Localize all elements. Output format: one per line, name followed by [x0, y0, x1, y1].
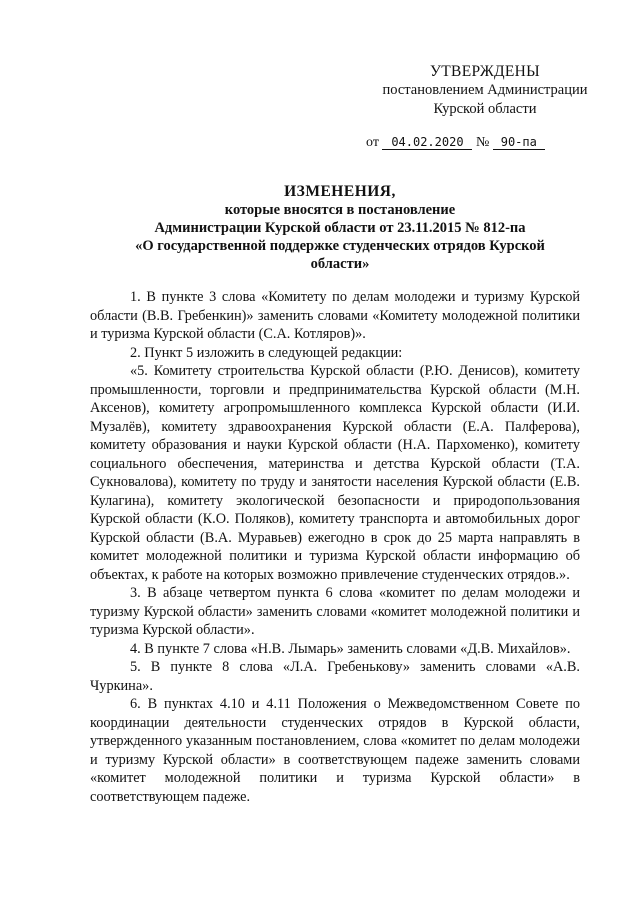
decree-date: 04.02.2020	[382, 135, 472, 150]
decree-number: 90-па	[493, 135, 545, 150]
paragraph-4: 3. В абзаце четвертом пункта 6 слова «комитет по делам молодежи и туризму Курской области» заменить словами «комитет молодежной политики и туризма Курской области».	[90, 585, 580, 638]
approval-block	[365, 62, 605, 119]
paragraph-1: 1. В пункте 3 слова «Комитету по делам молодежи и туризму Курской области (В.В. Гребенкин)» заменить словами «Комитету молодежной политики и туризма Курской области (С.А. Котляров)».	[90, 289, 580, 342]
decree-reference	[366, 135, 545, 151]
approval-line-1: постановлением Администрации	[382, 82, 588, 98]
title-line-3: «О государственной поддержке студенческих отрядов Курской	[135, 238, 545, 254]
document-body	[90, 288, 580, 806]
paragraph-5: 4. В пункте 7 слова «Н.В. Лымарь» заменить словами «Д.В. Михайлов».	[130, 640, 571, 657]
document-title	[90, 183, 590, 273]
number-label: №	[475, 135, 490, 150]
paragraph-2: 2. Пункт 5 изложить в следующей редакции:	[130, 344, 403, 361]
approval-line-2: Курской области	[433, 101, 537, 117]
title-line-4: области»	[310, 256, 370, 272]
title-line-1: которые вносятся в постановление	[224, 202, 456, 218]
title-line-2: Администрации Курской области от 23.11.2015 № 812-па	[154, 220, 526, 236]
approval-heading: УТВЕРЖДЕНЫ	[430, 63, 540, 80]
paragraph-7: 6. В пунктах 4.10 и 4.11 Положения о Межведомственном Совете по координации деятельности студенческих отрядов в Курской области, утвержденного указанным постановлением, слова «комитет по делам молодежи и туризму Курской области» в соответствующем падеже заменить словами «комитет молодежной политики и туризма Курской области» в соответствующем падеже.	[90, 696, 580, 805]
paragraph-3: «5. Комитету строительства Курской области (Р.Ю. Денисов), комитету промышленности, торговли и предпринимательства Курской области (М.Н. Аксенов), комитету агропромышленного комплекса Курской области (И.И. Музалёв), комитету здравоохранения Курской области (Е.А. Палферова), комитету образования и науки Курской области (Н.А. Пархоменко), комитету социального обеспечения, материнства и детства Курской области (Т.А. Сукновалова), комитету по труду и занятости населения Курской области (Е.В. Кулагина), комитету экологической безопасности и природопользования Курской области (К.О. Поляков), комитету транспорта и автомобильных дорог Курской области (В.А. Муравьев) ежегодно в срок до 25 марта направлять в комитет молодежной политики и туризма Курской области информацию об объектах, к работе на которых возможно привлечение студенческих отрядов.».	[90, 363, 580, 583]
paragraph-6: 5. В пункте 8 слова «Л.А. Гребенькову» заменить словами «А.В. Чуркина».	[90, 659, 580, 694]
title-main: ИЗМЕНЕНИЯ,	[284, 183, 396, 200]
from-label: от	[366, 135, 379, 150]
